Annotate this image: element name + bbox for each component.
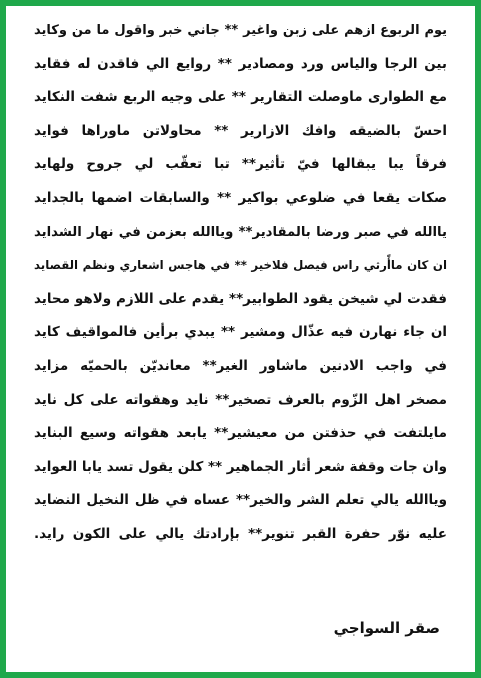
- poem-verse-11: في واجب الادنين ماشاور الغير** معانديّن بالحميّه مزايد: [34, 357, 447, 374]
- poem-verse-12: مصخر اهل الزّوم بالعرف تصخير** نايد وهقواته على كل نايد: [34, 391, 447, 408]
- poem-verse-5: فرقاً يبا يبقالها فيّ تأثير** تبا تعقّب لي جروح ولهايد: [34, 156, 447, 173]
- poem-verse-8: ان كان ماأًرثي راس فيصل فلاخير ** في هاجس اشعاري ونظم القصايد: [34, 258, 447, 273]
- poem-verse-13: مايلتفت في حذفتن من معيشير** يابعد هقواته وسيع البنايد: [34, 425, 447, 442]
- poem-verse-2: بين الرجا والياس ورد ومصادير ** روايع الي فاقدن له فقايد: [34, 55, 447, 72]
- poem-verse-15: وياالله يالي تعلم الشر والخير** عساه في ظل النخيل النضايد: [34, 492, 447, 509]
- poem-verse-14: وان جات وقفة شعر أثار الجماهير ** كلن يقول تسد يابا العوايد: [34, 458, 447, 475]
- author-signature: صقر السواجي: [333, 619, 440, 637]
- poem-verse-6: صكات يقعا في ضلوعي بواكير ** والسابقات اضمها بالجدايد: [34, 189, 447, 206]
- poem-verse-16: عليه نوّر حفرة القبر تنوير** بإرادتك يالي على الكون رايد.: [34, 525, 447, 542]
- poem-verse-1: يوم الربوع ازهم على زبن واغير ** جاني خبر واقول ما من وكايد: [34, 23, 447, 38]
- poem-verse-3: مع الطوارى ماوصلت التقارير ** على وجيه الربع شفت النكايد: [34, 89, 447, 106]
- poem-body: [34, 14, 447, 552]
- poem-verse-7: ياالله في صبر ورضا بالمقادير** وياالله بعزمن في نهار الشدايد: [34, 224, 447, 240]
- poem-verse-10: ان جاء نهارن فيه عذّال ومشير ** يبدي برأين فالمواقيف كايد: [34, 324, 447, 341]
- poem-verse-4: احسّ بالضيقه وافك الازارير ** محاولاتن ماوراها فوايد: [34, 122, 447, 139]
- poem-verse-9: فقدت لي شيخن يقود الطوابير** يقدم على اللازم ولاهو محايد: [34, 290, 447, 307]
